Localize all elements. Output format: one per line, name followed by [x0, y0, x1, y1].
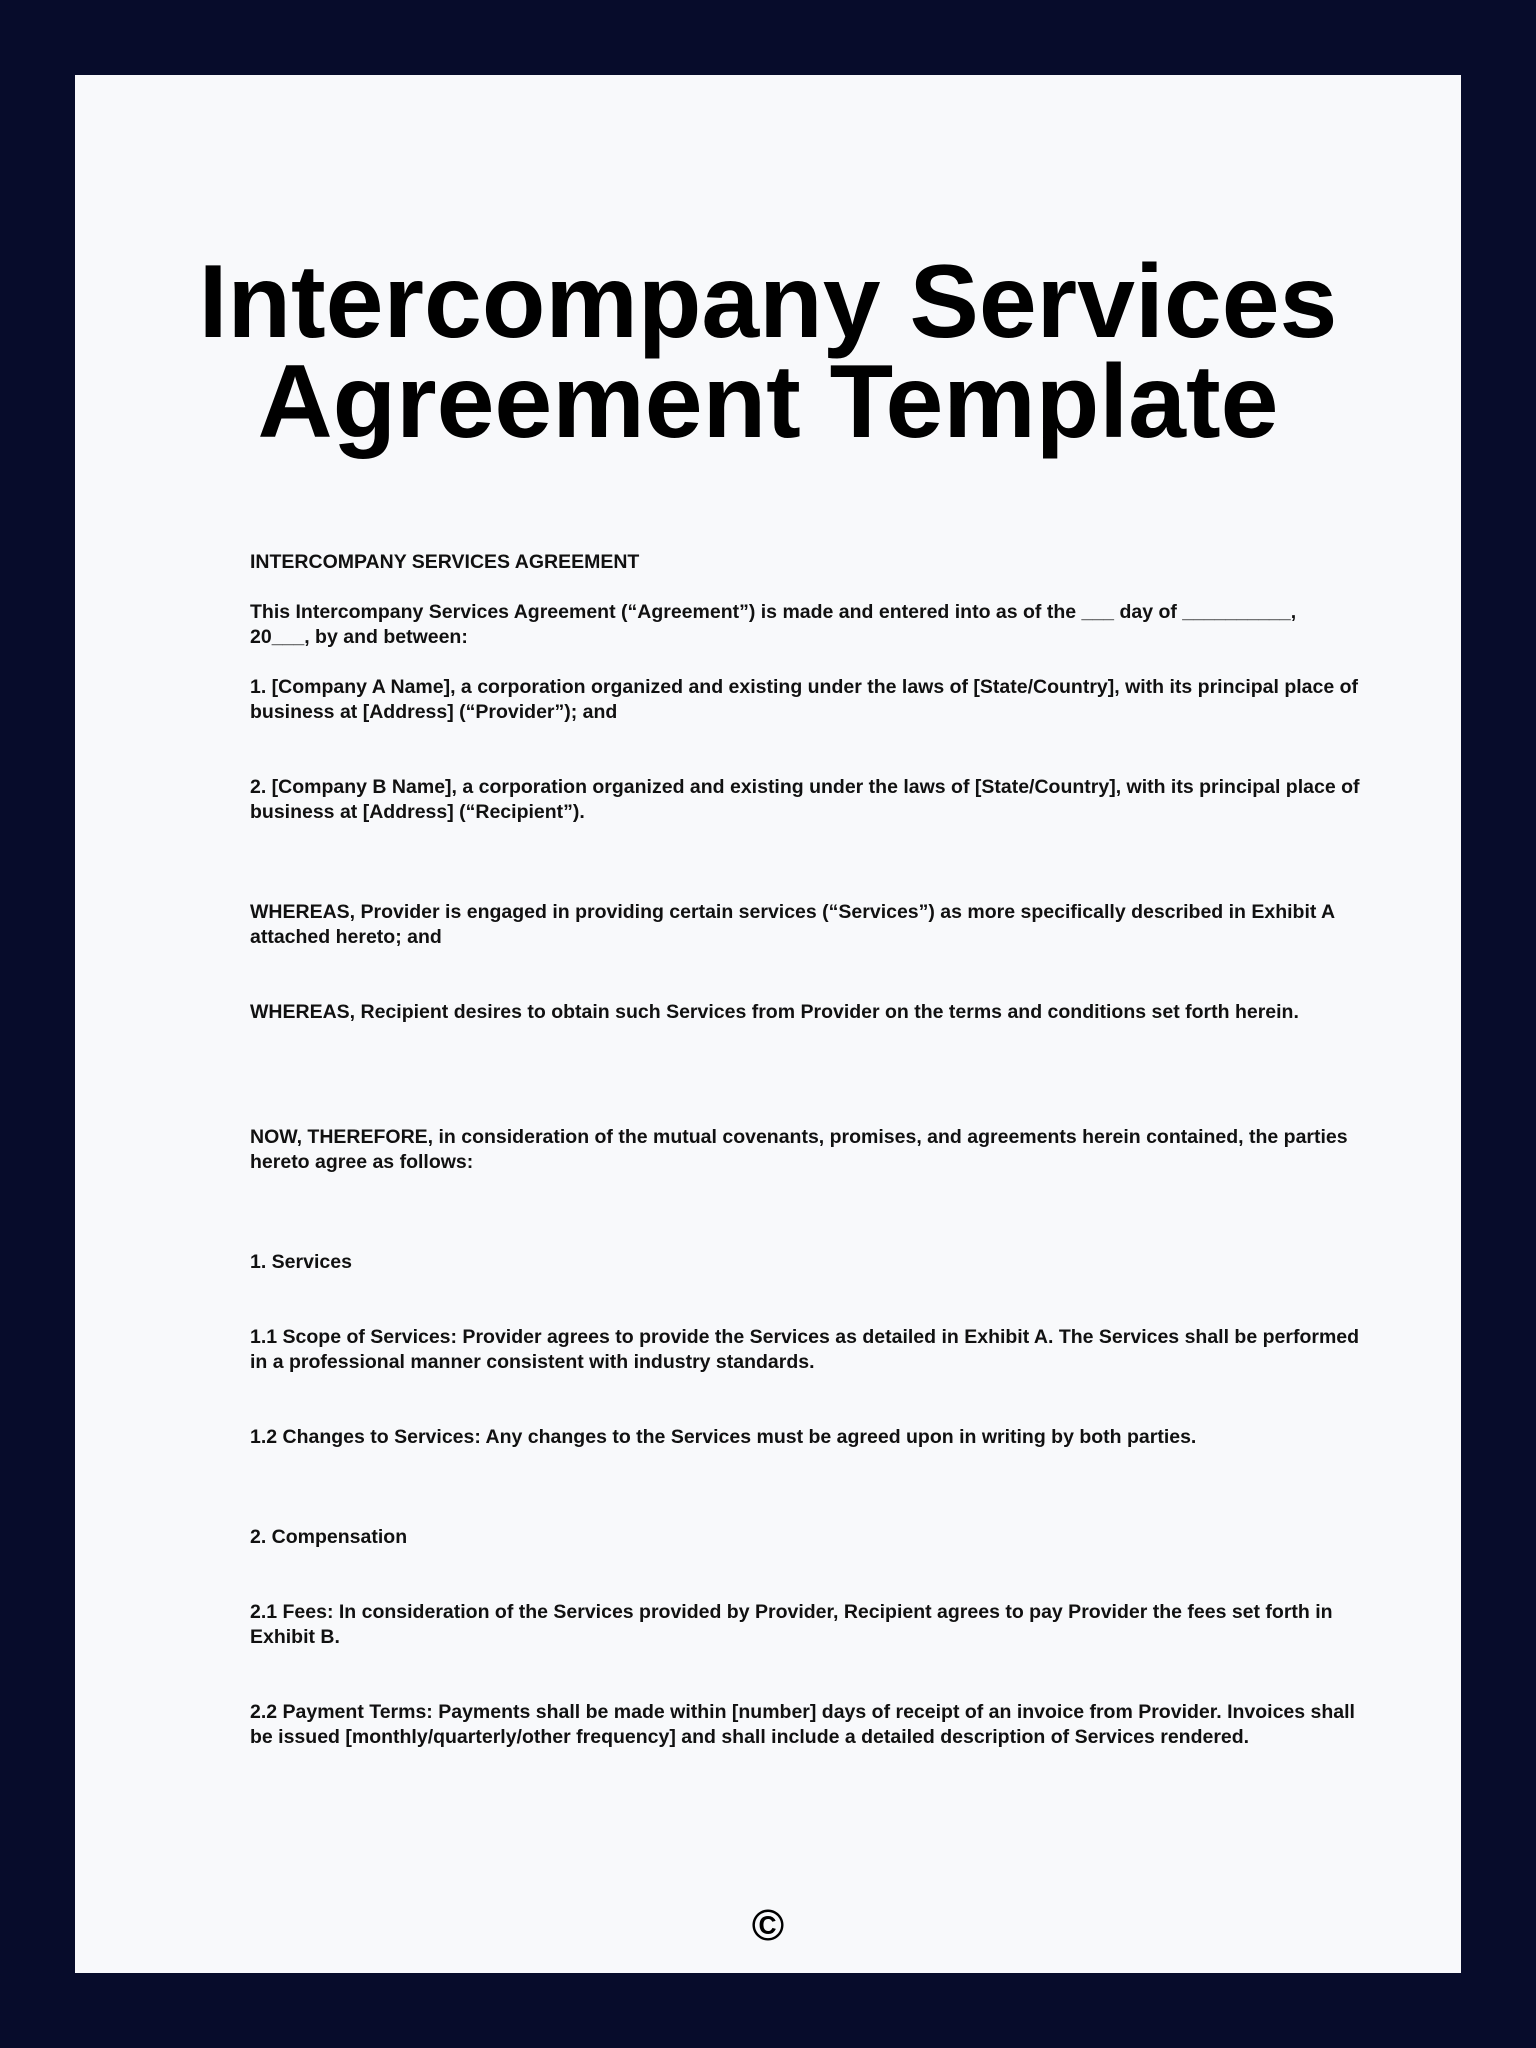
- section-2-2-paragraph: 2.2 Payment Terms: Payments shall be made within [number] days of receipt of an invoice from Provider. Invoices shall be issued [monthly/quarterly/other frequency] and shall include a detailed description of Services rendered.: [250, 1701, 1355, 1748]
- whereas-2-paragraph: WHEREAS, Recipient desires to obtain such Services from Provider on the terms and conditions set forth herein.: [250, 1001, 1299, 1023]
- section-2-heading: 2. Compensation: [250, 1526, 408, 1548]
- agreement-intro: This Intercompany Services Agreement (“Agreement”) is made and entered into as of the ___ day of __________, 20___, by and between:: [250, 601, 1297, 648]
- section-2-1-paragraph: 2.1 Fees: In consideration of the Services provided by Provider, Recipient agrees to pay Provider the fees set forth in Exhibit B.: [250, 1601, 1333, 1648]
- section-1-heading: 1. Services: [250, 1251, 352, 1273]
- section-1-1-paragraph: 1.1 Scope of Services: Provider agrees to provide the Services as detailed in Exhibit A. The Services shall be performed in a professional manner consistent with industry standards.: [250, 1326, 1360, 1373]
- agreement-heading: INTERCOMPANY SERVICES AGREEMENT: [250, 551, 640, 573]
- party-1-paragraph: 1. [Company A Name], a corporation organized and existing under the laws of [State/Country], with its principal place of business at [Address] (“Provider”); and: [250, 676, 1359, 723]
- page-title: [75, 244, 1461, 460]
- document-page: [75, 75, 1461, 1973]
- now-therefore-paragraph: NOW, THEREFORE, in consideration of the mutual covenants, promises, and agreements herein contained, the parties hereto agree as follows:: [250, 1126, 1348, 1173]
- whereas-1-paragraph: WHEREAS, Provider is engaged in providing certain services (“Services”) as more specifically described in Exhibit A attached hereto; and: [250, 901, 1335, 948]
- party-2-paragraph: 2. [Company B Name], a corporation organized and existing under the laws of [State/Country], with its principal place of business at [Address] (“Recipient”).: [250, 776, 1360, 823]
- copyright-icon: ©: [751, 1901, 785, 1950]
- page-title-line-1: Intercompany Services: [198, 244, 1338, 360]
- page-title-line-2: Agreement Template: [257, 344, 1279, 460]
- section-1-2-paragraph: 1.2 Changes to Services: Any changes to the Services must be agreed upon in writing by both parties.: [250, 1426, 1197, 1448]
